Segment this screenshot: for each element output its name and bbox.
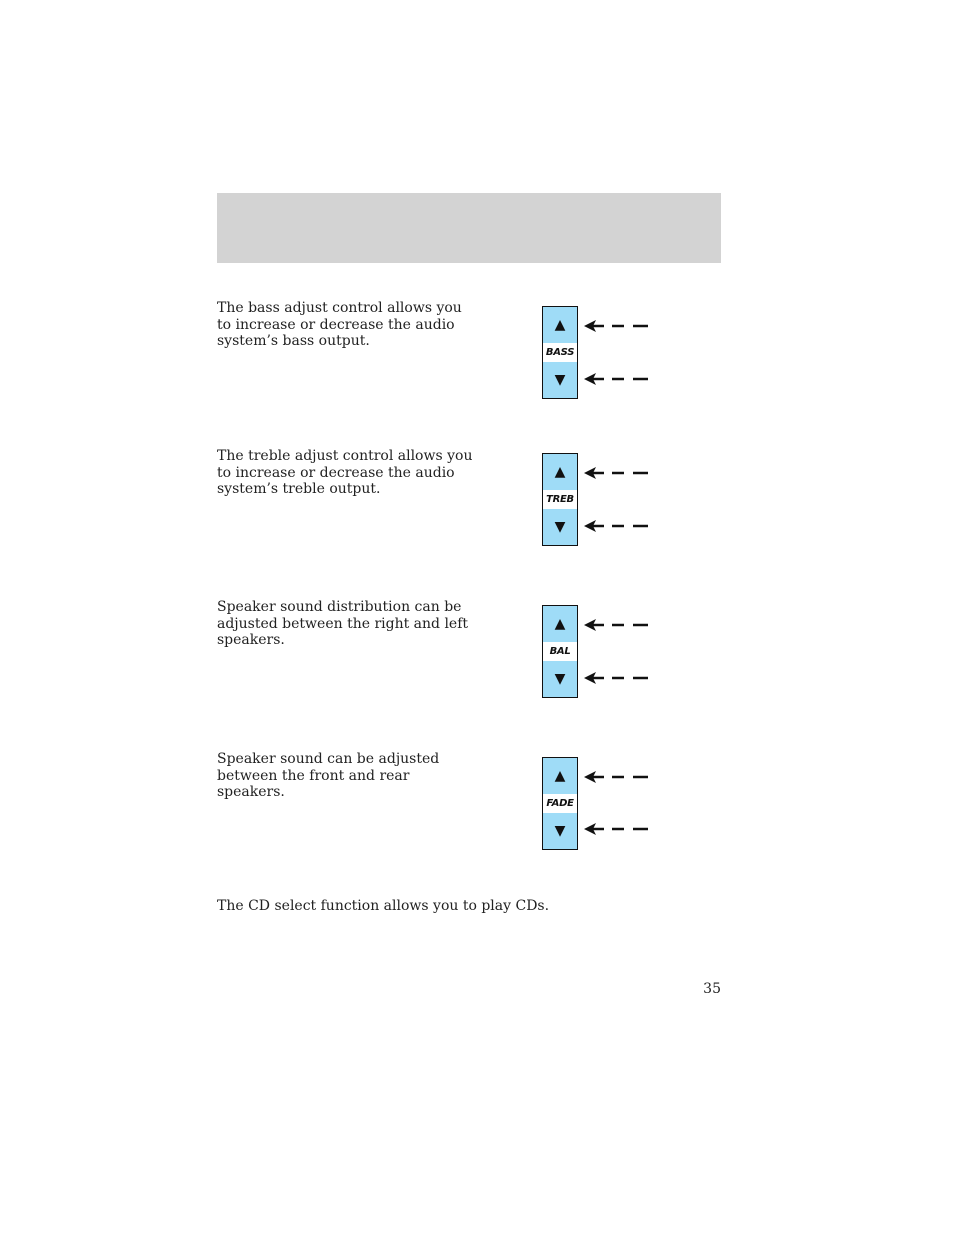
treble-control <box>542 453 578 546</box>
fade-up-button[interactable] <box>543 758 577 794</box>
down-triangle-icon: ▼ <box>554 519 566 535</box>
balance-down-callout-arrow-icon <box>584 671 650 685</box>
up-triangle-icon: ▲ <box>554 464 566 480</box>
balance-control <box>542 605 578 698</box>
bass-control <box>542 306 578 399</box>
down-triangle-icon: ▼ <box>554 823 566 839</box>
treble-down-button[interactable] <box>543 509 577 545</box>
treble-down-callout-arrow-icon <box>584 519 650 533</box>
treble-label: TREB <box>543 490 577 509</box>
fade-description: Speaker sound can be adjusted between the front and rear speakers. <box>217 751 440 800</box>
treble-up-button[interactable] <box>543 454 577 490</box>
cd-description: The CD select function allows you to play CDs. <box>217 898 550 914</box>
up-triangle-icon: ▲ <box>554 768 566 784</box>
balance-up-callout-arrow-icon <box>584 618 650 632</box>
treble-description: The treble adjust control allows you to increase or decrease the audio system’s treble output. <box>217 448 473 497</box>
treble-up-callout-arrow-icon <box>584 466 650 480</box>
fade-down-button[interactable] <box>543 813 577 849</box>
down-triangle-icon: ▼ <box>554 671 566 687</box>
bass-down-button[interactable] <box>543 362 577 398</box>
balance-up-button[interactable] <box>543 606 577 642</box>
fade-down-callout-arrow-icon <box>584 822 650 836</box>
page-number: 35 <box>703 981 721 997</box>
fade-control <box>542 757 578 850</box>
up-triangle-icon: ▲ <box>554 616 566 632</box>
bass-up-button[interactable] <box>543 307 577 343</box>
balance-description: Speaker sound distribution can be adjusted between the right and left speakers. <box>217 599 469 648</box>
fade-up-callout-arrow-icon <box>584 770 650 784</box>
down-triangle-icon: ▼ <box>554 372 566 388</box>
header-band <box>217 193 721 263</box>
fade-label: FADE <box>543 794 577 813</box>
bass-description: The bass adjust control allows you to increase or decrease the audio system’s bass output. <box>217 300 462 349</box>
bass-up-callout-arrow-icon <box>584 319 650 333</box>
balance-down-button[interactable] <box>543 661 577 697</box>
up-triangle-icon: ▲ <box>554 317 566 333</box>
bass-down-callout-arrow-icon <box>584 372 650 386</box>
bass-label: BASS <box>543 343 577 362</box>
balance-label: BAL <box>543 642 577 661</box>
